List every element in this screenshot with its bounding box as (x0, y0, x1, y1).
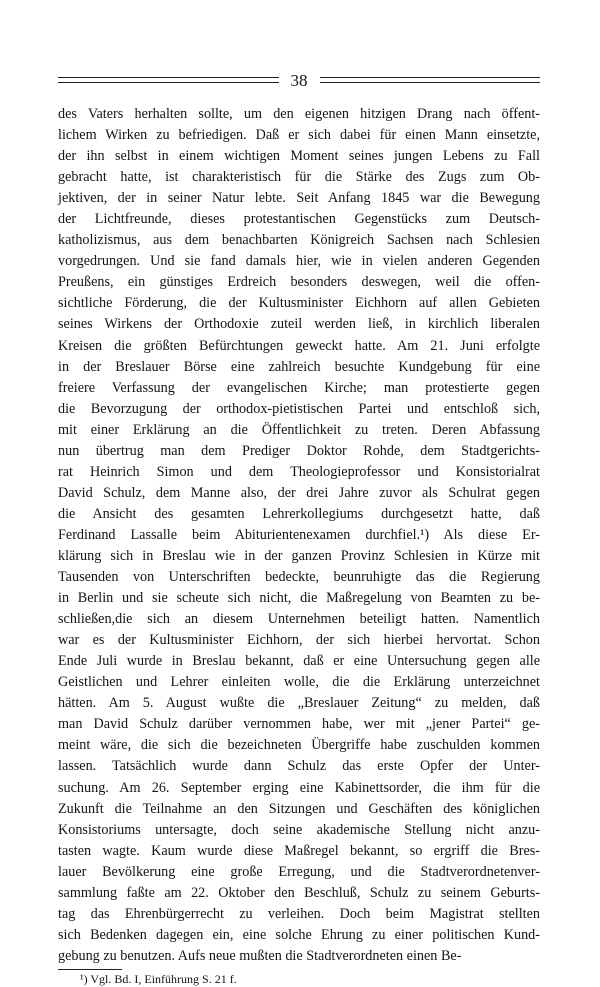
footnote (58, 971, 540, 987)
text-line: war es der Kultusminister Eichhorn, der sich hierbei hervortat. Schon (58, 632, 540, 649)
text-line: lauer Bevölkerung eine große Erregung, und die Stadtverordnetenver- (58, 863, 540, 880)
text-line: Konsistoriums untersagte, doch seine akademische Stellung nicht anzu- (58, 821, 540, 838)
text-line: rat Heinrich Simon und dem Theologieprofessor und Konsistorialrat (58, 463, 540, 480)
text-line: vorgedrungen. Und sie fand damals hier, wie in vielen anderen Gegenden (58, 253, 540, 270)
book-page (58, 68, 540, 987)
text-line: sammlung faßte am 22. Oktober den Beschluß, Schulz zu seinem Geburts- (58, 884, 540, 901)
text-line: der Lichtfreunde, dieses protestantischen Gegenstücks zum Deutsch- (58, 211, 540, 228)
text-line: man David Schulz darüber vernommen habe, wer mit „jener Partei“ ge- (58, 716, 540, 733)
text-line: schließen,die sich an diesem Unternehmen beteiligt hatten. Namentlich (58, 611, 540, 628)
text-line: Kreisen die größten Befürchtungen geweckt hatte. Am 21. Juni erfolgte (58, 337, 540, 354)
text-line: gebung zu benutzen. Aufs neue mußten die Stadtverordneten einen Be- (58, 947, 462, 964)
text-line: der ihn selbst in einem wichtigen Moment seines jungen Lebens zu Fall (58, 148, 540, 165)
page-number: 38 (290, 70, 308, 90)
text-line: in Berlin und sie scheute sich nicht, die Maßregelung von Beamten zu be- (58, 590, 540, 607)
text-line: Ende Juli wurde in Breslau bekannt, daß er eine Untersuchung gegen alle (58, 653, 540, 670)
text-line: katholizismus, aus dem benachbarten Königreich Sachsen nach Schlesien (58, 232, 540, 249)
text-line: lassen. Tatsächlich wurde dann Schulz das erste Opfer der Unter- (58, 758, 540, 775)
text-line: gebracht hatte, ist charakteristisch für die Stärke des Zugs zum Ob- (58, 169, 540, 186)
text-line: meint wäre, die sich die bezeichneten Übergriffe habe zuschulden kommen (58, 737, 540, 754)
text-line: Ferdinand Lassalle beim Abiturientenexamen durchfiel.¹) Als diese Er- (58, 526, 540, 543)
text-line: tag das Ehrenbürgerrecht zu verleihen. Doch beim Magistrat stellten (58, 905, 540, 922)
text-line: mit einer Erklärung an die Öffentlichkeit zu treten. Deren Abfassung (58, 421, 540, 438)
text-line: David Schulz, dem Manne also, der drei Jahre zuvor als Schulrat gegen (58, 484, 540, 501)
header-rule-left (58, 77, 279, 83)
footnote-rule (58, 969, 122, 970)
text-line: jektiven, der in seiner Natur lebte. Seit Anfang 1845 war die Bewegung (58, 190, 540, 207)
text-line: Geistlichen und Lehrer einleiten wolle, die die Erklärung unterzeichnet (58, 674, 540, 691)
text-line: freiere Verfassung der evangelischen Kirche; man protestierte gegen (58, 379, 540, 396)
text-line: des Vaters herhalten sollte, um den eigenen hitzigen Drang nach öffent- (58, 106, 540, 122)
text-line: klärung sich in Breslau wie in der ganzen Provinz Schlesien in Kürze mit (58, 547, 540, 564)
text-line: Tausenden von Unterschriften bedeckte, beunruhigte das die Regierung (58, 569, 540, 586)
text-line: suchung. Am 26. September erging eine Kabinettsorder, die ihm für die (58, 779, 540, 796)
text-line: sich Bedenken dagegen ein, eine solche Ehrung zu einer politischen Kund- (58, 926, 540, 943)
page-header (58, 68, 540, 92)
footnote-marker: ¹) (80, 971, 88, 986)
text-line: Zukunft die Teilnahme an den Sitzungen und Geschäften des königlichen (58, 800, 540, 817)
text-line: sichtliche Förderung, die der Kultusminister Eichhorn auf allen Gebieten (58, 295, 540, 312)
footnote-text: Vgl. Bd. I, Einführung S. 21 f. (90, 971, 237, 986)
text-line: tasten wagte. Kaum wurde diese Maßregel bekannt, so ergriff die Bres- (58, 842, 540, 859)
text-line: lichem Wirken zu befriedigen. Daß er sich dabei für einen Mann einsetzte, (58, 127, 540, 144)
text-line: in der Breslauer Börse eine zahlreich besuchte Kundgebung für eine (58, 358, 540, 375)
text-line: Preußens, ein günstiges Erdreich besonders deswegen, weil die offen- (58, 274, 540, 291)
body-text (58, 104, 540, 967)
text-line: die Ansicht des gesamten Lehrerkollegiums durchgesetzt hatte, daß (58, 505, 540, 522)
text-line: nun übertrug man dem Prediger Doktor Rohde, dem Stadtgerichts- (58, 442, 540, 459)
header-rule-right (320, 77, 541, 83)
text-line: die Bevorzugung der orthodox-pietistischen Partei und entschloß sich, (58, 400, 540, 417)
text-line: seines Wirkens der Orthodoxie zuteil werden ließ, in kirchlich liberalen (58, 316, 540, 333)
text-line: hätten. Am 5. August wußte die „Breslauer Zeitung“ zu melden, daß (58, 695, 540, 712)
